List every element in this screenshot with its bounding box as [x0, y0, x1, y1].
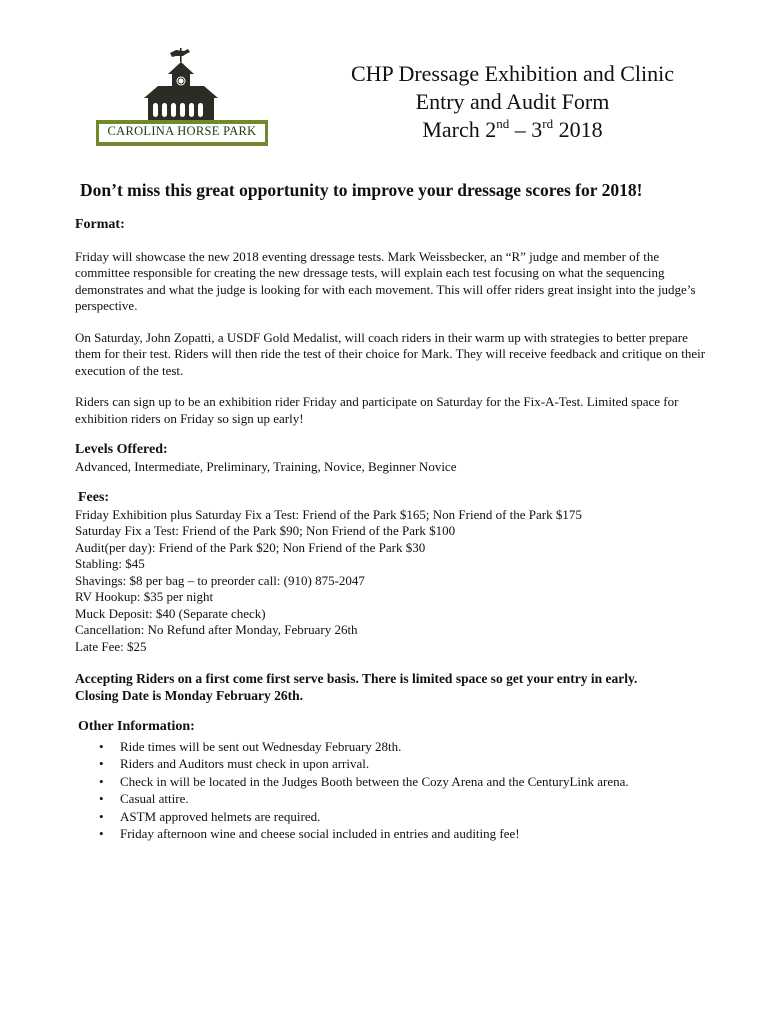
format-paragraph: Friday will showcase the new 2018 eventing dressage tests. Mark Weissbecker, an “R” judge and member of the committee responsible for creating the new dressage tests, will explain each test focusing on what the sequencing demonstrates and what the judge is looking for with each movement. This will offer riders great insight into the judge’s perspective. [75, 248, 696, 313]
fee-line: Saturday Fix a Test: Friend of the Park $90; Non Friend of the Park $100 [75, 523, 456, 538]
fee-line: Friday Exhibition plus Saturday Fix a Test: Friend of the Park $165; Non Friend of the Park $175 [75, 506, 582, 522]
bullet-icon: • [99, 791, 104, 806]
bullet-icon: • [99, 808, 104, 824]
notice-line-1: Accepting Riders on a first come first serve basis. There is limited space so get your entry in early. [75, 671, 638, 686]
levels-heading: Levels Offered: [75, 442, 168, 457]
form-title [290, 60, 735, 144]
title-line-2: Entry and Audit Form [415, 89, 610, 114]
list-item: • Ride times will be sent out Wednesday February 28th. [99, 738, 402, 754]
fee-line: Late Fee: $25 [75, 638, 147, 654]
title-line-3: March 2nd – 3rd 2018 [422, 116, 603, 142]
format-paragraph: Riders can sign up to be an exhibition rider Friday and participate on Saturday for the Fix-A-Test. Limited space for exhibition riders on Friday so sign up early! [75, 394, 679, 426]
fee-line: Shavings: $8 per bag – to preorder call: (910) 875-2047 [75, 572, 365, 588]
bullet-icon: • [99, 826, 104, 841]
form-content [75, 217, 715, 843]
bullet-icon: • [99, 738, 104, 754]
fees-heading: Fees: [78, 490, 110, 505]
list-item: • ASTM approved helmets are required. [99, 808, 321, 824]
tagline: Don’t miss this great opportunity to improve your dressage scores for 2018! [80, 180, 643, 200]
fee-line: Audit(per day): Friend of the Park $20; Non Friend of the Park $30 [75, 539, 426, 555]
other-info-heading: Other Information: [78, 719, 195, 734]
list-item: • Riders and Auditors must check in upon arrival. [99, 756, 370, 771]
other-info-list [75, 738, 715, 843]
format-paragraph: On Saturday, John Zopatti, a USDF Gold Medalist, will coach riders in their warm up with strategies to better prepare them for their test. Riders will then ride the test of their choice for Mark. They will receive feedback and critique on their execution of the test. [75, 329, 706, 378]
title-line-1: CHP Dressage Exhibition and Clinic [350, 61, 675, 86]
fee-line: Cancellation: No Refund after Monday, February 26th [75, 622, 358, 637]
fee-line: Muck Deposit: $40 (Separate check) [75, 605, 266, 621]
bullet-icon: • [99, 773, 104, 789]
carolina-horse-park-logo [96, 48, 268, 154]
logo-text: CAROLINA HORSE PARK [107, 124, 257, 138]
levels-text: Advanced, Intermediate, Preliminary, Training, Novice, Beginner Novice [75, 458, 457, 474]
notice-line-2: Closing Date is Monday February 26th. [75, 688, 304, 703]
fee-line: Stabling: $45 [75, 556, 145, 571]
list-item: • Casual attire. [99, 791, 189, 806]
list-item: • Check in will be located in the Judges Booth between the Cozy Arena and the CenturyLink arena. [99, 773, 629, 789]
format-heading: Format: [75, 217, 125, 232]
list-item: • Friday afternoon wine and cheese social included in entries and auditing fee! [99, 826, 520, 841]
bullet-icon: • [99, 756, 104, 771]
fee-line: RV Hookup: $35 per night [75, 589, 214, 604]
